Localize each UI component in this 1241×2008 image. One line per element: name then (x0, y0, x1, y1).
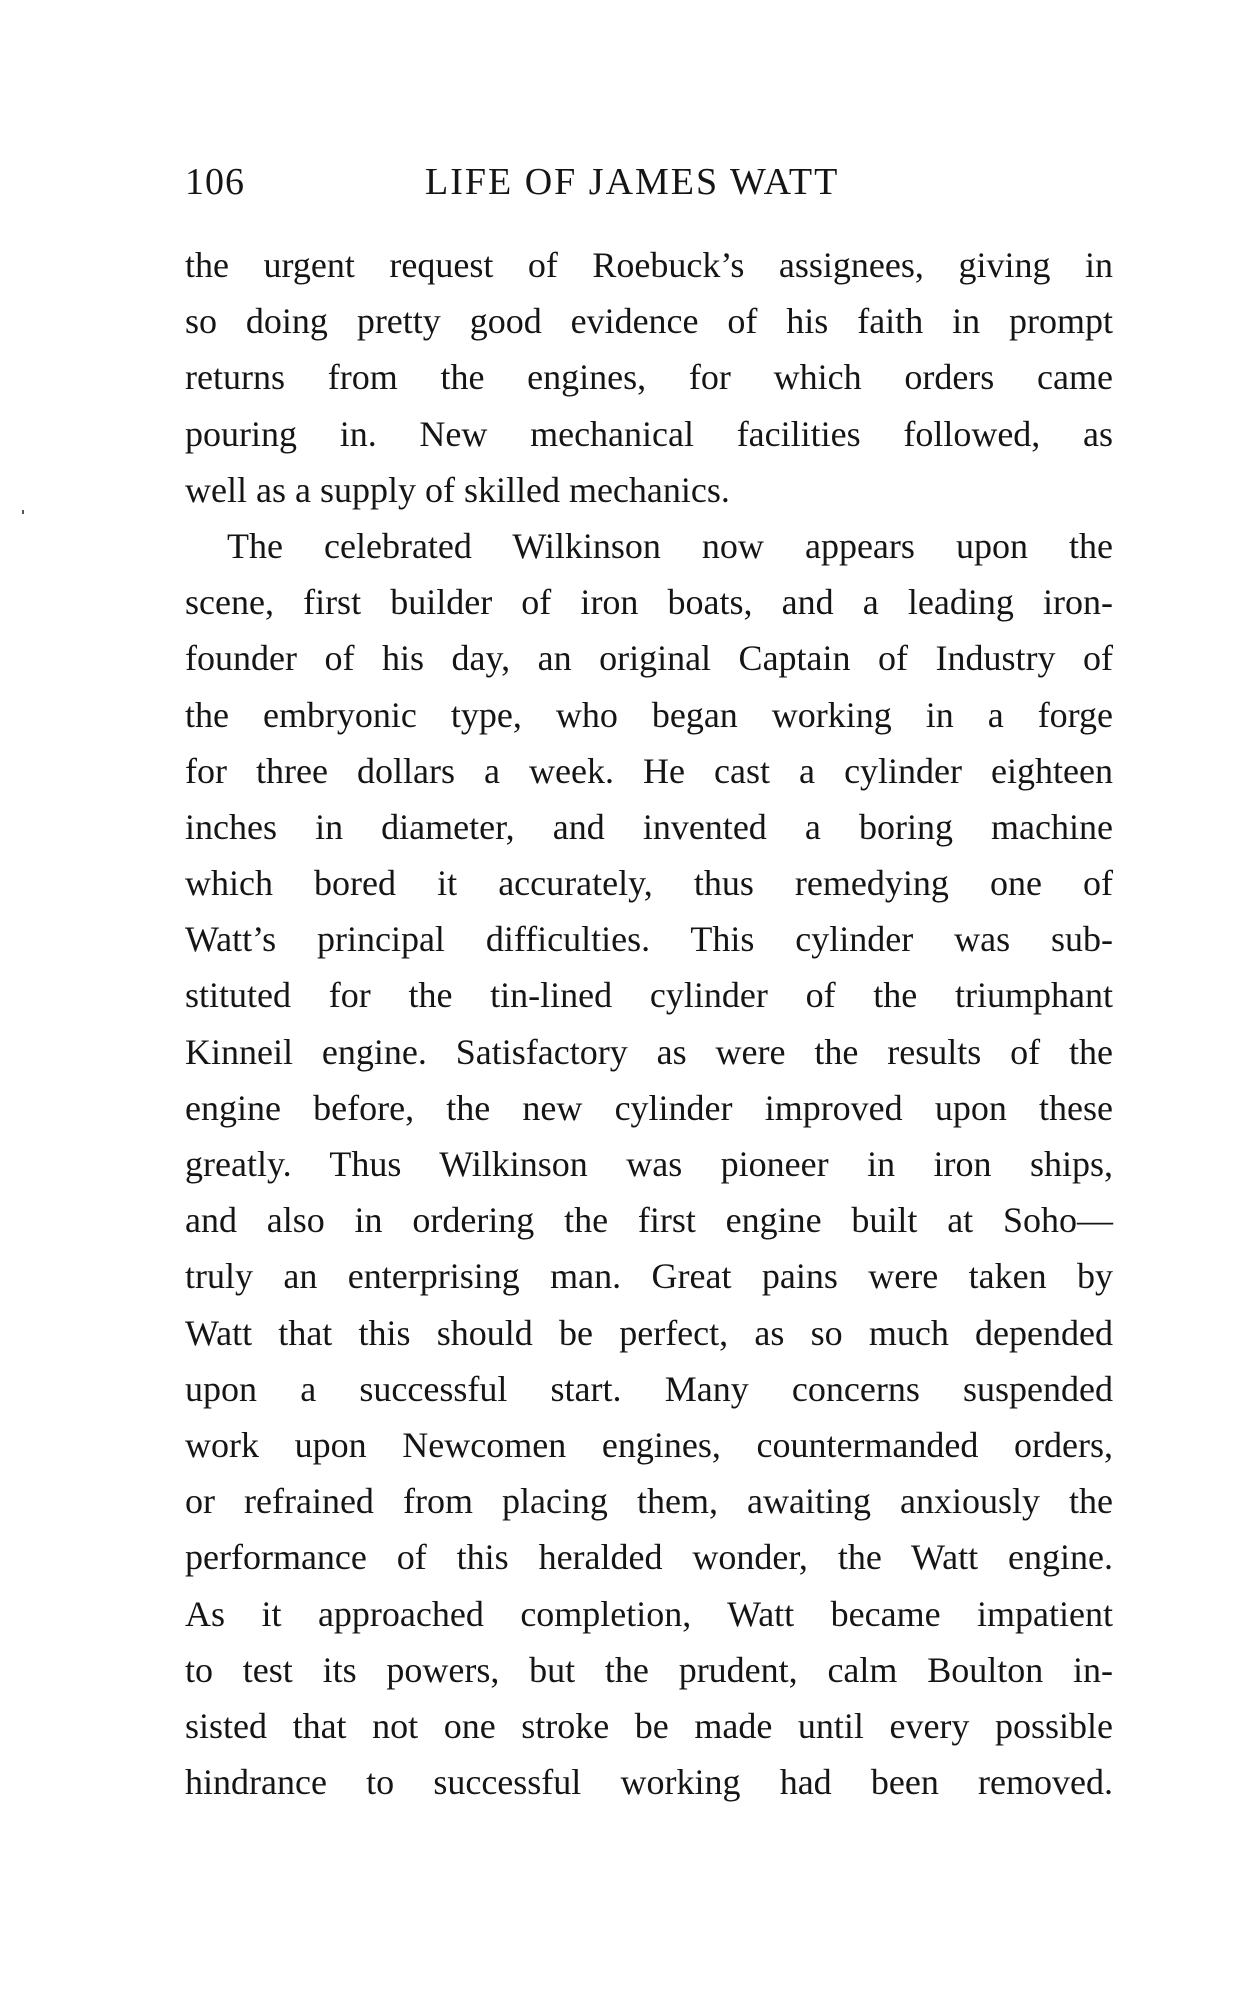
text-line: upon a successful start. Many concerns suspended (185, 1368, 1113, 1409)
text-line: Watt that this should be perfect, as so much depended (185, 1312, 1113, 1353)
text-line: greatly. Thus Wilkinson was pioneer in iron ships, (185, 1144, 1113, 1184)
text-line: Watt’s principal difficulties. This cylinder was sub- (185, 919, 1113, 960)
text-line: well as a supply of skilled mechanics. (185, 469, 730, 510)
text-line: the embryonic type, who began working in a forge (185, 694, 1113, 735)
text-line: so doing pretty good evidence of his faith in prompt (185, 301, 1113, 342)
text-line: inches in diameter, and invented a boring machine (185, 806, 1113, 847)
text-line: which bored it accurately, thus remedying one of (185, 863, 1113, 904)
margin-speck (22, 510, 24, 514)
text-line: the urgent request of Roebuck’s assignees, giving in (185, 245, 1113, 285)
text-line: Kinneil engine. Satisfactory as were the results of the (185, 1031, 1113, 1072)
book-title: LIFE OF JAMES WATT (425, 161, 840, 203)
text-line: pouring in. New mechanical facilities followed, as (185, 413, 1113, 454)
text-line: As it approached completion, Watt became impatient (185, 1593, 1113, 1634)
text-line: and also in ordering the first engine built at Soho— (185, 1200, 1113, 1241)
text-line: work upon Newcomen engines, countermanded orders, (185, 1424, 1113, 1465)
text-line: The celebrated Wilkinson now appears upon the (227, 525, 1113, 566)
text-line: hindrance to successful working had been removed. (185, 1762, 1113, 1803)
running-head (185, 152, 1113, 212)
text-line: performance of this heralded wonder, the Watt engine. (185, 1537, 1113, 1578)
body-text (185, 237, 1113, 1810)
paragraph-2 (185, 518, 1113, 1810)
text-line: truly an enterprising man. Great pains were taken by (185, 1256, 1113, 1297)
text-line: stituted for the tin-lined cylinder of the triumphant (185, 975, 1113, 1016)
text-line: to test its powers, but the prudent, calm Boulton in- (185, 1649, 1113, 1690)
paragraph-1 (185, 237, 1113, 518)
text-line: engine before, the new cylinder improved upon these (185, 1087, 1113, 1128)
text-line: scene, first builder of iron boats, and a leading iron- (185, 582, 1113, 623)
page-number: 106 (185, 161, 245, 203)
text-line: sisted that not one stroke be made until every possible (185, 1705, 1113, 1746)
text-line: returns from the engines, for which orders came (185, 357, 1113, 398)
text-line: founder of his day, an original Captain of Industry of (185, 638, 1113, 679)
text-line: or refrained from placing them, awaiting anxiously the (185, 1481, 1113, 1522)
text-line: for three dollars a week. He cast a cylinder eighteen (185, 750, 1113, 791)
